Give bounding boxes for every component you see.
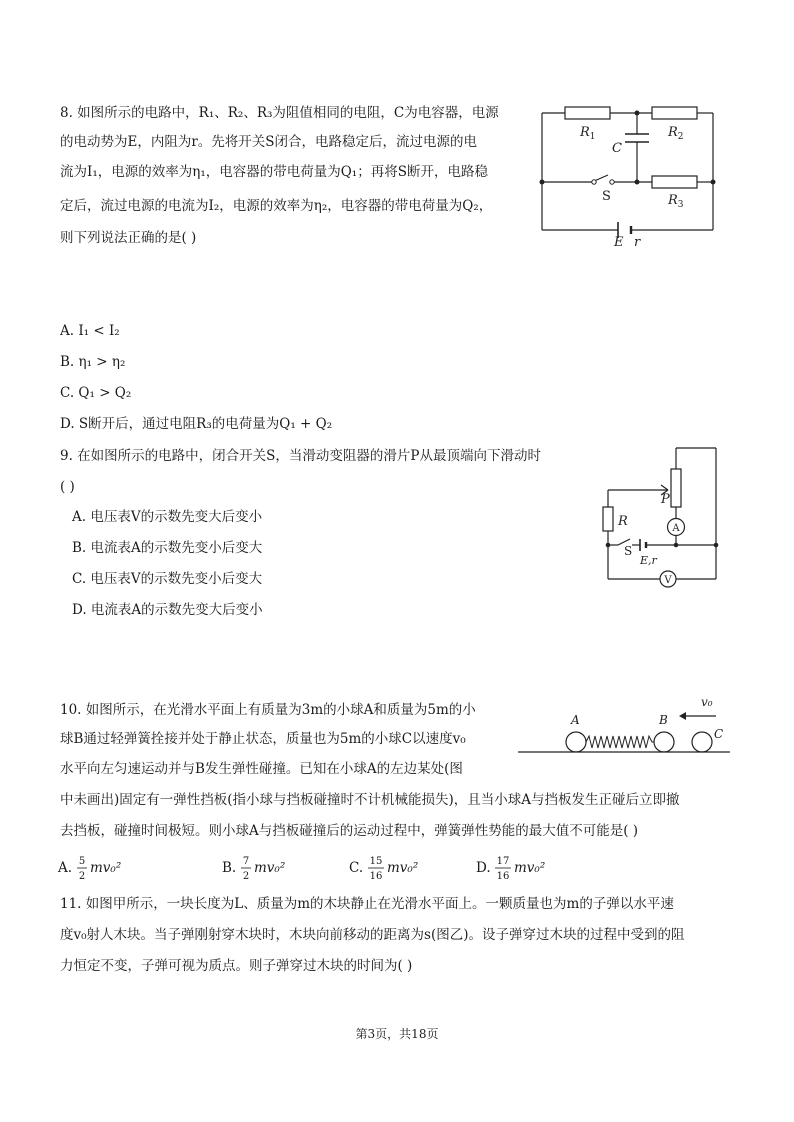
svg-text:S: S bbox=[624, 544, 633, 558]
q9-option-d[interactable]: D. 电流表A的示数先变大后变小 bbox=[72, 602, 263, 618]
q8-junction-top bbox=[635, 111, 640, 116]
svg-text:B.: B. bbox=[222, 860, 237, 876]
svg-text:7: 7 bbox=[242, 856, 250, 867]
q8-line-5: 则下列说法正确的是( ) bbox=[60, 230, 197, 246]
q11-line-3: 力恒定不变，子弹可视为质点。则子弹穿过木块的时间为( ) bbox=[60, 958, 413, 974]
q11-line-2: 度v₀射人木块。当子弹刚射穿木块时，木块向前移动的距离为s(图乙)。设子弹穿过木块的过程中受到的阻 bbox=[60, 927, 685, 943]
svg-text:5: 5 bbox=[78, 856, 86, 867]
svg-text:16: 16 bbox=[496, 871, 510, 882]
q9-option-c[interactable]: C. 电压表V的示数先变小后变大 bbox=[72, 571, 263, 587]
q10-ball-c bbox=[692, 732, 712, 752]
svg-text:V: V bbox=[664, 575, 672, 586]
q10-option-d[interactable] bbox=[476, 850, 596, 884]
svg-text:A: A bbox=[672, 523, 680, 534]
q9-junction-left bbox=[606, 543, 611, 548]
q10-spring-diagram bbox=[518, 690, 734, 760]
svg-text:2: 2 bbox=[78, 871, 86, 882]
q8-line-2: 的电动势为E，内阻为r。先将开关S闭合，电路稳定后，流过电源的电 bbox=[60, 134, 478, 150]
q9-junction-mid bbox=[674, 543, 679, 548]
q9-junction-right bbox=[714, 543, 719, 548]
q9-line-1: 9. 在如图所示的电路中，闭合开关S，当滑动变阻器的滑片P从最顶端向下滑动时 bbox=[60, 448, 542, 464]
q9-option-b[interactable]: B. 电流表A的示数先变小后变大 bbox=[72, 540, 263, 556]
q8-resistor-r3 bbox=[652, 176, 697, 188]
svg-text:mv₀²: mv₀² bbox=[514, 860, 546, 876]
page-footer: 第3页，共18页 bbox=[355, 1027, 439, 1041]
q10-option-c[interactable] bbox=[349, 850, 469, 884]
svg-text:v₀: v₀ bbox=[701, 695, 713, 709]
q9-slider-arrow bbox=[661, 485, 668, 490]
q8-line-4: 定后，流过电源的电流为I₂，电源的效率为η₂，电容器的带电荷量为Q₂， bbox=[60, 198, 493, 214]
q9-option-a[interactable]: A. 电压表V的示数先变大后变小 bbox=[72, 509, 263, 525]
q10-line-4: 中未画出)固定有一弹性挡板(指小球与挡板碰撞时不计机械能损失)，且当小球A与挡板发生正碰后立即撤 bbox=[60, 792, 680, 808]
svg-text:2: 2 bbox=[242, 871, 250, 882]
svg-text:E: E bbox=[614, 235, 624, 250]
q9-resistor-r bbox=[603, 507, 613, 531]
svg-text:C: C bbox=[714, 727, 724, 741]
svg-text:P: P bbox=[661, 492, 670, 507]
q9-circuit-diagram bbox=[598, 443, 728, 586]
q10-option-a[interactable] bbox=[58, 850, 178, 884]
q10-line-3: 水平向左匀速运动并与B发生弹性碰撞。已知在小球A的左边某处(图 bbox=[60, 761, 463, 777]
q8-resistor-r2 bbox=[652, 107, 697, 119]
q10-line-1: 10. 如图所示，在光滑水平面上有质量为3m的小球A和质量为5m的小 bbox=[60, 702, 476, 718]
q8-line-3: 流为I₁，电源的效率为η₁，电容器的带电荷量为Q₁；再将S断开，电路稳 bbox=[60, 164, 488, 180]
q8-option-c[interactable]: C. Q₁ > Q₂ bbox=[60, 385, 132, 401]
q8-junction-right bbox=[711, 180, 716, 185]
svg-text:R2: $R_2$ bbox=[668, 125, 684, 142]
q10-line-2: 球B通过轻弹簧拴接并处于静止状态，质量也为5m的小球C以速度v₀ bbox=[60, 731, 466, 747]
q8-option-a[interactable]: A. I₁ < I₂ bbox=[60, 323, 120, 339]
q8-junction-left bbox=[540, 180, 545, 185]
svg-text:R3: $R_3$ bbox=[668, 193, 684, 210]
q9-line-2: ( ) bbox=[60, 479, 75, 495]
q11-line-1: 11. 如图甲所示，一块长度为L、质量为m的木块静止在光滑水平面上。一颗质量也为m的子弹以水平速 bbox=[60, 896, 674, 912]
svg-text:15: 15 bbox=[369, 856, 383, 867]
svg-text:R1: $R_1$ bbox=[580, 125, 596, 142]
q8-option-b[interactable]: B. η₁ > η₂ bbox=[60, 354, 126, 370]
svg-text:C: C bbox=[612, 141, 622, 156]
svg-text:R: R bbox=[618, 514, 628, 529]
q8-line-1: 8. 如图所示的电路中，R₁、R₂、R₃为阻值相同的电阻，C为电容器，电源 bbox=[60, 105, 499, 121]
q8-junction-mid bbox=[635, 180, 640, 185]
svg-text:17: 17 bbox=[496, 856, 510, 867]
svg-text:16: 16 bbox=[369, 871, 383, 882]
q8-resistor-r1 bbox=[565, 107, 610, 119]
q8-option-d[interactable]: D. S断开后，通过电阻R₃的电荷量为Q₁ + Q₂ bbox=[60, 416, 333, 432]
q10-option-b[interactable] bbox=[222, 850, 342, 884]
svg-text:mv₀²: mv₀² bbox=[254, 860, 286, 876]
svg-text:A: A bbox=[571, 713, 580, 727]
svg-text:B: B bbox=[659, 713, 668, 727]
q8-circuit-diagram bbox=[530, 100, 730, 250]
svg-text:r: r bbox=[634, 235, 641, 250]
q10-ball-b bbox=[654, 732, 674, 752]
svg-text:S: S bbox=[602, 189, 611, 204]
q9-rheostat bbox=[671, 469, 681, 507]
svg-text:E,r: E,r bbox=[640, 554, 657, 567]
q10-line-5: 去挡板，碰撞时间极短。则小球A与挡板碰撞后的运动过程中，弹簧弹性势能的最大值不可能是( ) bbox=[60, 823, 639, 839]
svg-text:D.: D. bbox=[476, 860, 491, 876]
svg-text:mv₀²: mv₀² bbox=[387, 860, 419, 876]
q10-spring bbox=[586, 736, 654, 748]
svg-text:C.: C. bbox=[349, 860, 364, 876]
svg-text:A.: A. bbox=[58, 860, 73, 876]
svg-text:mv₀²: mv₀² bbox=[90, 860, 122, 876]
q10-ball-a bbox=[566, 732, 586, 752]
